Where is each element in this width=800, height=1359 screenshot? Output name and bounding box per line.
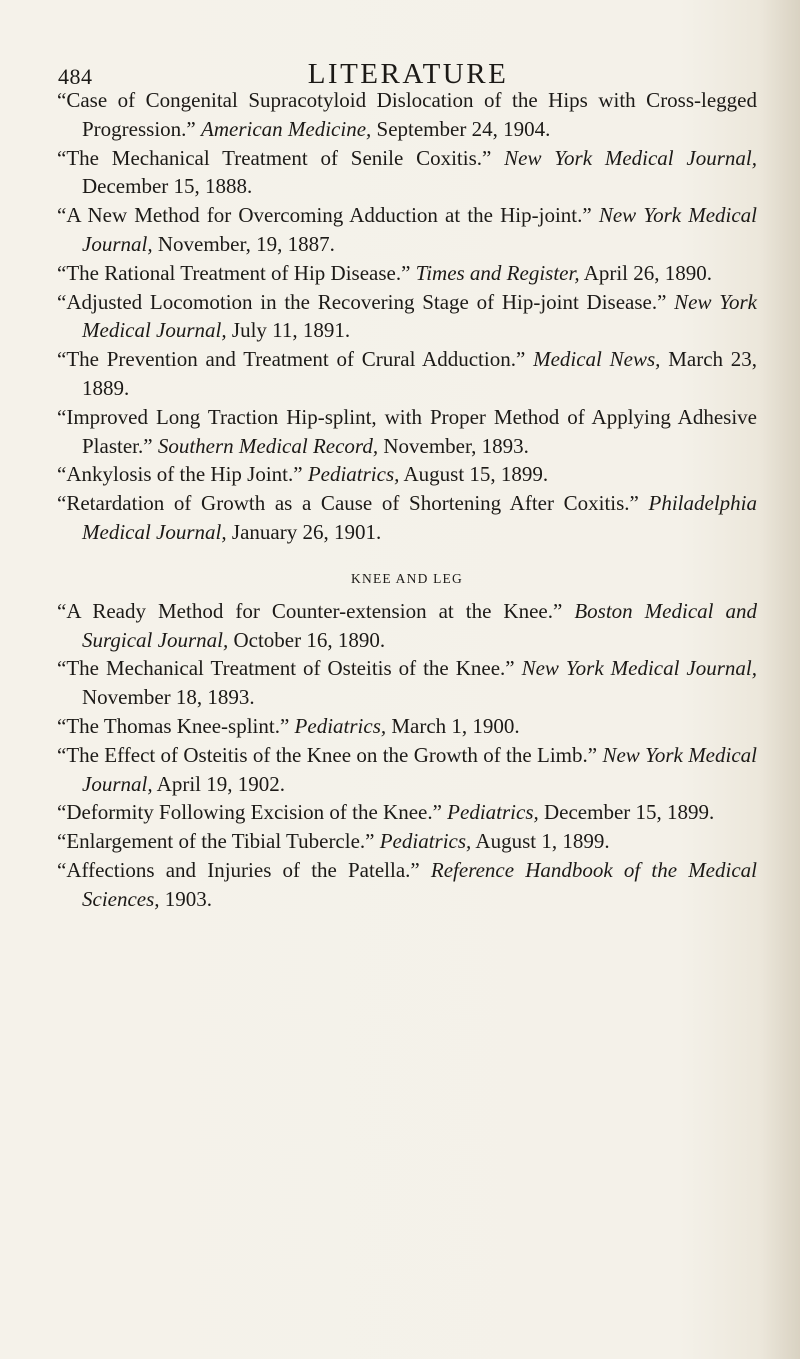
citation-title: “Enlargement of the Tibial Tubercle.” bbox=[57, 829, 375, 854]
citation-title: “A Ready Method for Counter-extension at the Knee.” bbox=[57, 598, 563, 623]
citation-title: “The Prevention and Treatment of Crural Adduction.” bbox=[57, 347, 526, 372]
citation-title: “Retardation of Growth as a Cause of Shortening After Coxitis.” bbox=[57, 491, 639, 516]
citation-title: “A New Method for Overcoming Adduction at the Hip-joint.” bbox=[57, 203, 592, 228]
citation-title: “The Mechanical Treatment of Osteitis of the Knee.” bbox=[57, 656, 515, 681]
citation-date: 1903. bbox=[164, 886, 213, 911]
citation-title: “Deformity Following Excision of the Knee.” bbox=[57, 800, 442, 825]
citation-title: “Adjusted Locomotion in the Recovering Stage of Hip-joint Disease.” bbox=[57, 289, 667, 314]
citation-entry bbox=[57, 403, 757, 461]
citation-date: November, 19, 1887. bbox=[157, 231, 335, 256]
citation-entry bbox=[57, 259, 757, 288]
citation-entry bbox=[57, 460, 757, 489]
citation-title: “The Mechanical Treatment of Senile Coxitis.” bbox=[57, 145, 492, 170]
citation-date: November, 1893. bbox=[383, 433, 529, 458]
page-number: 484 bbox=[58, 64, 93, 89]
citation-journal: Medical News, bbox=[533, 347, 661, 372]
citation-journal: New York Medical Journal, bbox=[82, 289, 757, 343]
citation-journal: Boston Medical and Surgical Journal, bbox=[82, 598, 757, 652]
citation-date: December 15, 1888. bbox=[82, 174, 253, 199]
citation-entry bbox=[57, 86, 757, 144]
citation-date: January 26, 1901. bbox=[231, 519, 382, 544]
citation-title: “Affections and Injuries of the Patella.” bbox=[57, 857, 420, 882]
citation-date: August 1, 1899. bbox=[475, 829, 610, 854]
citation-entry bbox=[57, 856, 757, 914]
citation-journal: American Medicine, bbox=[201, 116, 372, 141]
citation-date: March 1, 1900. bbox=[391, 713, 520, 738]
citation-entry bbox=[57, 712, 757, 741]
citation-journal: New York Medical Journal, bbox=[82, 742, 757, 796]
citation-entry bbox=[57, 741, 757, 799]
citation-journal: Pediatrics, bbox=[379, 829, 472, 854]
citation-journal: Southern Medical Record, bbox=[157, 433, 379, 458]
citation-journal: New York Medical Journal, bbox=[82, 203, 758, 256]
citation-entry bbox=[57, 201, 757, 259]
citation-date: August 15, 1899. bbox=[403, 462, 549, 487]
citation-title: “The Thomas Knee-splint.” bbox=[57, 713, 290, 738]
citation-journal: Pediatrics, bbox=[294, 713, 387, 738]
citation-entry bbox=[57, 345, 757, 403]
citation-entry bbox=[57, 489, 757, 547]
citation-title: “The Rational Treatment of Hip Disease.” bbox=[57, 260, 411, 285]
citation-date: July 11, 1891. bbox=[231, 318, 351, 343]
citation-date: April 26, 1890. bbox=[583, 260, 713, 285]
citation-entry bbox=[57, 827, 757, 856]
citation-date: September 24, 1904. bbox=[376, 116, 551, 141]
citation-date: March 23, 1889. bbox=[82, 347, 758, 400]
citation-title: “Case of Congenital Supracotyloid Dislocation of the Hips with Cross-legged Progression.” bbox=[57, 88, 757, 141]
citation-journal: Pediatrics, bbox=[307, 462, 400, 487]
citation-journal: Times and Register, bbox=[415, 260, 580, 285]
citation-entry bbox=[57, 597, 757, 655]
citation-journal: Pediatrics, bbox=[447, 800, 539, 825]
citation-date: November 18, 1893. bbox=[82, 685, 255, 710]
citation-date: April 19, 1902. bbox=[156, 771, 285, 796]
citation-entry bbox=[57, 654, 757, 712]
section-heading-knee-and-leg: KNEE AND LEG bbox=[351, 570, 463, 586]
citation-date: December 15, 1899. bbox=[544, 800, 715, 825]
citation-title: “Ankylosis of the Hip Joint.” bbox=[57, 462, 303, 487]
citation-journal: New York Medical Journal, bbox=[521, 656, 758, 681]
citation-title: “Improved Long Traction Hip-splint, with Proper Method of Applying Adhesive Plaster.” bbox=[57, 404, 757, 458]
citation-journal: Philadelphia Medical Journal, bbox=[82, 491, 757, 544]
citation-title: “The Effect of Osteitis of the Knee on the Growth of the Limb.” bbox=[57, 742, 598, 767]
citation-date: October 16, 1890. bbox=[233, 627, 386, 652]
running-head: LITERATURE bbox=[307, 58, 509, 90]
citation-journal: Reference Handbook of the Medical Sciences, bbox=[82, 857, 757, 911]
citation-entry bbox=[57, 798, 757, 827]
citation-entry bbox=[57, 144, 757, 202]
citation-entry bbox=[57, 288, 757, 346]
citation-journal: New York Medical Journal, bbox=[504, 145, 758, 170]
bibliography-list bbox=[57, 86, 757, 914]
